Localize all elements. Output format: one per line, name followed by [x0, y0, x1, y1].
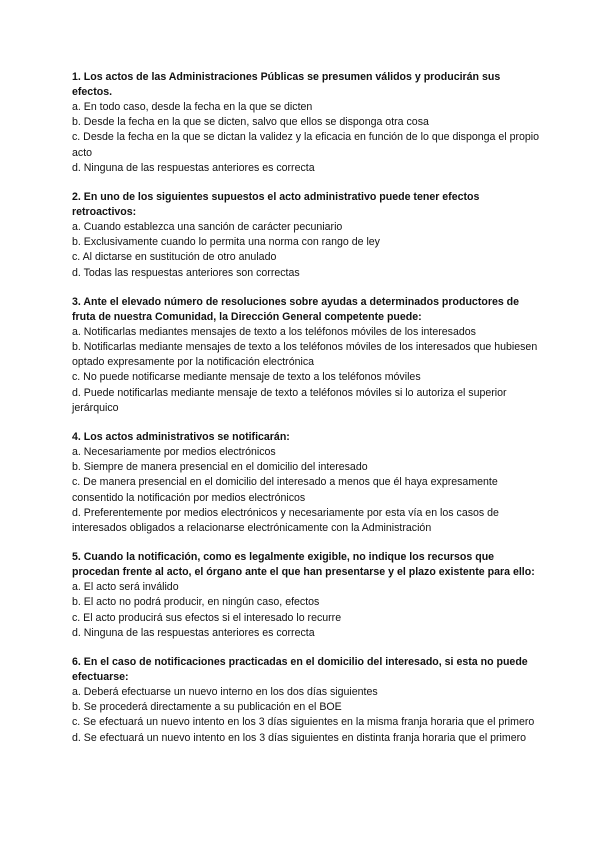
option-d: d. Ninguna de las respuestas anteriores es correcta — [72, 161, 315, 174]
option-a: a. En todo caso, desde la fecha en la que se dicten — [72, 101, 313, 113]
question-title: 6. En el caso de notificaciones practicadas en el domicilio del interesado, si esta no puede efectuarse: — [72, 656, 528, 684]
option-a: a. Necesariamente por medios electrónicos — [72, 446, 276, 459]
option-d: d. Se efectuará un nuevo intento en los 3 días siguientes en distinta franja horaria que el primero — [72, 731, 527, 744]
question-title: 5. Cuando la notificación, como es legalmente exigible, no indique los recursos que procedan frente al acto, el órgano ante el que han presentarse y el plazo existente para ello: — [72, 551, 535, 579]
option-a: a. Cuando establezca una sanción de carácter pecuniario — [72, 221, 343, 234]
question-3 — [72, 295, 542, 416]
option-a: a. El acto será inválido — [72, 581, 179, 594]
option-c: c. Al dictarse en sustitución de otro anulado — [72, 251, 277, 264]
question-5 — [72, 550, 542, 641]
question-title: 4. Los actos administrativos se notificarán: — [72, 431, 290, 444]
option-c: c. El acto producirá sus efectos si el interesado lo recurre — [72, 611, 342, 624]
question-title: 2. En uno de los siguientes supuestos el acto administrativo puede tener efectos retroactivos: — [72, 191, 480, 219]
option-c: c. Se efectuará un nuevo intento en los 3 días siguientes en la misma franja horaria que el primero — [72, 716, 535, 729]
option-c: c. Desde la fecha en la que se dictan la validez y la eficacia en función de lo que disponga el propio acto — [72, 131, 540, 159]
option-d: d. Puede notificarlas mediante mensaje de texto a teléfonos móviles si lo autoriza el superior jerárquico — [72, 386, 507, 414]
question-2 — [72, 190, 542, 281]
option-b: b. Desde la fecha en la que se dicten, salvo que ellos se disponga otra cosa — [72, 116, 429, 129]
option-a: a. Notificarlas mediantes mensajes de texto a los teléfonos móviles de los interesados — [72, 325, 476, 338]
option-b: b. El acto no podrá producir, en ningún caso, efectos — [72, 596, 320, 609]
option-b: b. Siempre de manera presencial en el domicilio del interesado — [72, 461, 368, 474]
option-d: d. Preferentemente por medios electrónicos y necesariamente por esta vía en los casos de interesados obligados a relacionarse electrónicamente con la Administración — [72, 506, 499, 535]
option-b: b. Exclusivamente cuando lo permita una norma con rango de ley — [72, 236, 380, 249]
option-b: b. Notificarlas mediante mensajes de texto a los teléfonos móviles de los interesados que hubiesen optado expresamente por la notificación electrónica — [72, 341, 538, 369]
option-b: b. Se procederá directamente a su publicación en el BOE — [72, 701, 342, 714]
document-page — [72, 70, 542, 760]
option-d: d. Ninguna de las respuestas anteriores es correcta — [72, 626, 315, 639]
option-a: a. Deberá efectuarse un nuevo interno en los dos días siguientes — [72, 686, 378, 699]
question-title: 1. Los actos de las Administraciones Públicas se presumen válidos y producirán sus efectos. — [72, 71, 501, 98]
question-1 — [72, 70, 542, 176]
question-6 — [72, 655, 542, 746]
option-c: c. De manera presencial en el domicilio del interesado a menos que él haya expresamente consentido la notificación por medios electrónicos — [72, 476, 498, 504]
option-d: d. Todas las respuestas anteriores son correctas — [72, 266, 300, 279]
option-c: c. No puede notificarse mediante mensaje de texto a los teléfonos móviles — [72, 371, 421, 384]
question-4 — [72, 430, 542, 536]
question-title: 3. Ante el elevado número de resoluciones sobre ayudas a determinados productores de fruta de nuestra Comunidad, la Dirección General competente puede: — [72, 295, 520, 323]
